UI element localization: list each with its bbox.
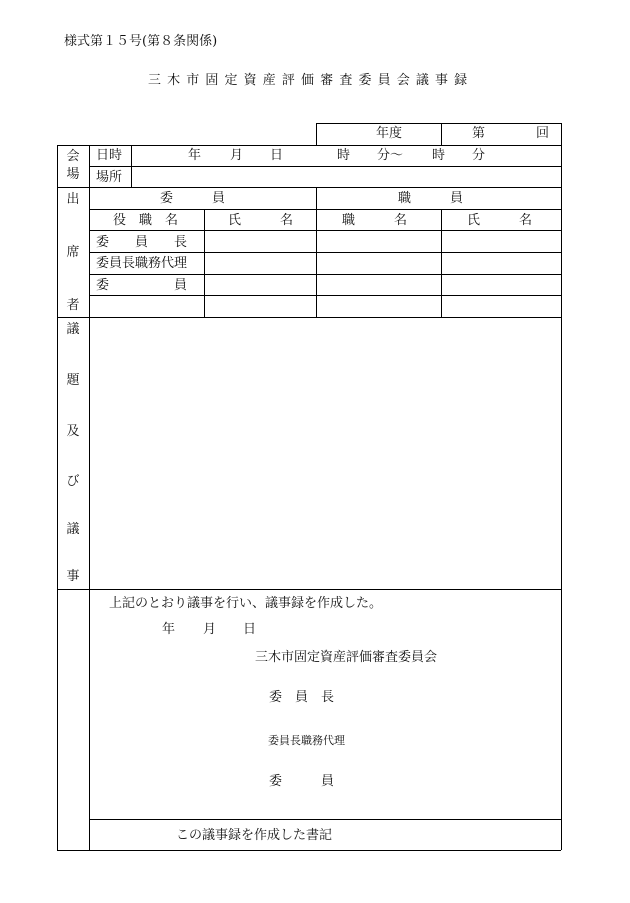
attendees-group-char: 者 — [66, 298, 80, 313]
attendees-group-char: 席 — [66, 245, 80, 260]
date-day: 日 — [270, 148, 284, 163]
signature-date-year: 年 — [162, 622, 176, 637]
line — [561, 123, 562, 850]
attendees-group-char: 出 — [66, 192, 80, 207]
time-end-minute: 分 — [472, 148, 486, 163]
staff-header: 職 員 — [398, 191, 464, 206]
name-column-header: 氏 名 — [228, 213, 294, 228]
secretary-label: この議事録を作成した書記 — [176, 828, 333, 843]
venue-group-char: 会 — [66, 149, 80, 164]
line — [89, 166, 561, 167]
line — [89, 230, 561, 231]
place-label: 場所 — [96, 170, 123, 185]
signature-date-day: 日 — [243, 622, 257, 637]
line — [57, 850, 561, 851]
agenda-group-char: 議 — [66, 322, 80, 337]
chair-label: 委 員 長 — [269, 690, 335, 705]
line — [441, 209, 442, 317]
line — [204, 209, 205, 317]
agenda-group-char: 題 — [66, 373, 80, 388]
staff-role-column-header: 職 名 — [342, 213, 408, 228]
fiscal-year-label: 年度 — [376, 126, 403, 141]
agenda-group-char: 議 — [66, 522, 80, 537]
line — [316, 123, 561, 124]
date-month: 月 — [230, 148, 244, 163]
date-year: 年 — [188, 148, 202, 163]
signature-date-month: 月 — [203, 622, 217, 637]
venue-group-char: 場 — [66, 167, 80, 182]
line — [89, 209, 561, 210]
line — [57, 145, 561, 146]
time-end-hour: 時 — [432, 148, 446, 163]
line — [131, 145, 132, 187]
committee-name: 三木市固定資産評価審査委員会 — [255, 650, 438, 665]
line — [89, 252, 561, 253]
time-start-minute: 分～ — [377, 148, 404, 163]
role-member: 委 員 — [96, 278, 188, 293]
line — [57, 589, 561, 590]
agenda-group-char: 事 — [66, 569, 80, 584]
line — [316, 123, 317, 145]
line — [57, 317, 561, 318]
agenda-group-char: 及 — [66, 424, 80, 439]
role-chair: 委 員 長 — [96, 235, 188, 250]
session-suffix: 回 — [536, 126, 550, 141]
time-start-hour: 時 — [337, 148, 351, 163]
deputy-label: 委員長職務代理 — [268, 734, 345, 747]
datetime-label: 日時 — [96, 148, 123, 163]
line — [89, 295, 561, 296]
role-deputy: 委員長職務代理 — [96, 256, 188, 271]
minutes-statement: 上記のとおり議事を行い、議事録を作成した。 — [109, 596, 383, 611]
line — [89, 145, 90, 850]
staff-name-column-header: 氏 名 — [467, 213, 533, 228]
form-number: 様式第１５号(第８条関係) — [64, 34, 218, 49]
page-title: 三 木 市 固 定 資 産 評 価 審 査 委 員 会 議 事 録 — [148, 73, 469, 88]
line — [441, 123, 442, 145]
member-label: 委 員 — [269, 774, 335, 789]
line — [89, 274, 561, 275]
session-prefix: 第 — [472, 126, 486, 141]
members-header: 委 員 — [160, 191, 226, 206]
line — [89, 819, 561, 820]
line — [57, 187, 561, 188]
agenda-group-char: び — [66, 474, 80, 489]
role-column-header: 役 職 名 — [113, 213, 179, 228]
